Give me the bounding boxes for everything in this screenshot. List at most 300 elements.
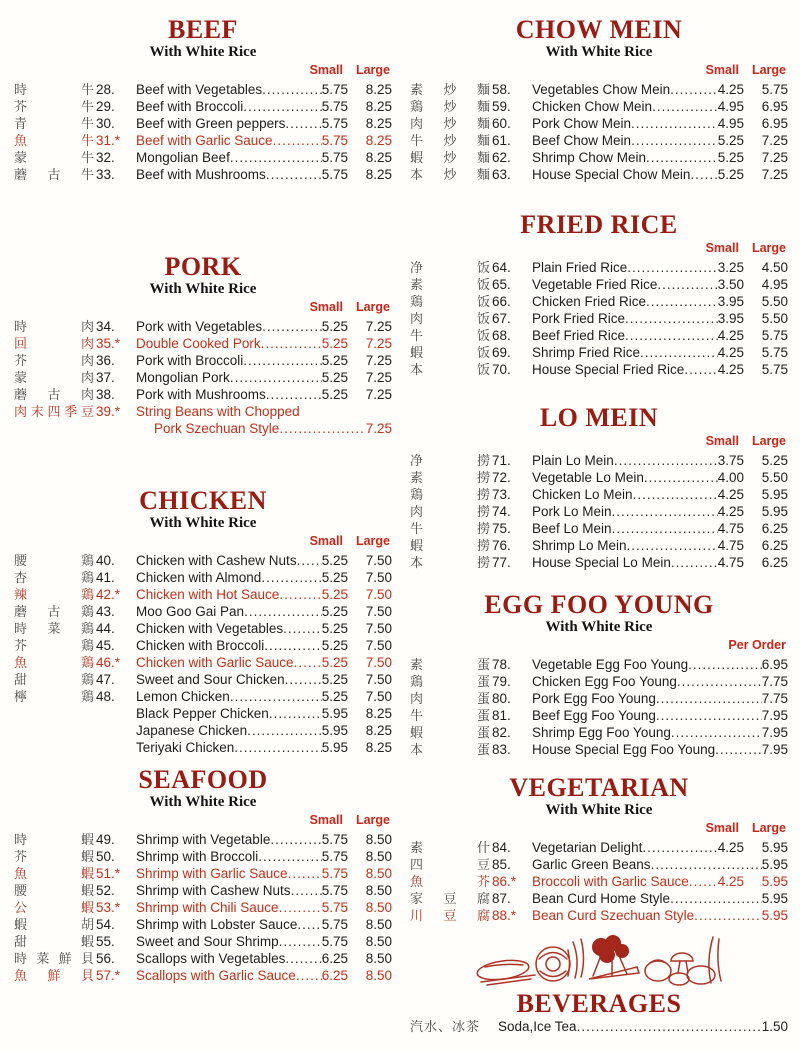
chinese-char: 炒 [443, 150, 457, 165]
dot-leader [656, 690, 762, 707]
item-name: Black Pepper Chicken [136, 706, 269, 721]
dot-leader [694, 907, 762, 924]
price-small: 5.25 [321, 672, 348, 687]
item-main [532, 166, 744, 183]
item-number: 31.* [96, 133, 121, 148]
chinese-char: 牛 [80, 167, 94, 182]
item-number: 36. [96, 353, 115, 368]
dot-leader [640, 344, 718, 361]
price-large: 7.50 [365, 621, 392, 636]
price-small: 3.95 [717, 294, 744, 309]
chinese-name [14, 865, 94, 882]
menu-item-row [14, 933, 392, 950]
chinese-char: 蛋 [476, 708, 490, 723]
menu-item-row-continued [14, 420, 392, 437]
item-number: 77. [492, 555, 511, 570]
price-small: 4.25 [717, 328, 744, 343]
item-main [532, 486, 744, 503]
menu-item-row [410, 673, 788, 690]
price-small: 4.25 [717, 345, 744, 360]
item-number: 54. [96, 917, 115, 932]
section-beef [14, 16, 392, 183]
dot-leader [244, 603, 322, 620]
price: 5.95 [761, 891, 788, 906]
price-label: Small [705, 821, 739, 835]
item-number: 48. [96, 689, 115, 704]
item-number: 61. [492, 133, 511, 148]
price-small: 5.25 [321, 689, 348, 704]
chinese-char: 麵 [476, 167, 490, 182]
chinese-char: 蝦 [410, 538, 424, 553]
item-number: 43. [96, 604, 115, 619]
chinese-char: 魚 [14, 968, 28, 983]
price-small: 5.25 [321, 336, 348, 351]
price-large: 7.50 [365, 570, 392, 585]
item-number: 40. [96, 553, 115, 568]
item-main [532, 452, 744, 469]
price-large: 8.25 [365, 133, 392, 148]
price-small: 5.75 [321, 832, 348, 847]
item-name: Mongolian Pork [136, 370, 230, 385]
dot-leader [642, 839, 717, 856]
menu-item-row [14, 369, 392, 386]
item-name: Beef with Mushrooms [136, 167, 266, 182]
price-large: 8.50 [365, 968, 392, 983]
item-name: Bean Curd Home Style [532, 891, 671, 906]
item-number: 70. [492, 362, 511, 377]
chinese-name [410, 259, 490, 276]
menu-item-row [410, 310, 788, 327]
dot-leader [230, 688, 322, 705]
chinese-name [410, 554, 490, 571]
price-large: 8.50 [365, 866, 392, 881]
item-number: 64. [492, 260, 511, 275]
item-main [532, 673, 788, 690]
chinese-char: 豆 [80, 404, 94, 419]
chinese-char: 鶏 [80, 621, 94, 636]
chinese-char: 魚 [14, 866, 28, 881]
item-number: 53.* [96, 900, 121, 915]
price-large: 7.50 [365, 553, 392, 568]
item-main [532, 890, 788, 907]
price-small: 4.95 [717, 99, 744, 114]
dot-leader [684, 361, 717, 378]
chinese-char: 鶏 [80, 655, 94, 670]
item-main [532, 707, 788, 724]
price-labels [410, 434, 786, 449]
menu-item-row [14, 848, 392, 865]
price: 1.50 [761, 1019, 788, 1034]
chinese-name [410, 293, 490, 310]
price-small: 5.25 [321, 319, 348, 334]
price-label: Large [355, 534, 390, 548]
menu-item-row [14, 603, 392, 620]
price: 7.25 [365, 421, 392, 436]
price-large: 6.95 [761, 99, 788, 114]
chinese-char: 饭 [476, 277, 490, 292]
item-main [136, 586, 348, 603]
menu-item-row [410, 741, 788, 758]
item-number: 51.* [96, 866, 121, 881]
chinese-char: 肉 [80, 370, 94, 385]
chinese-name [410, 907, 490, 924]
item-main [136, 688, 348, 705]
menu-item-row [14, 688, 392, 705]
chinese-char: 蝦 [410, 150, 424, 165]
menu-item-row [14, 722, 392, 739]
dot-leader [690, 166, 717, 183]
price-small: 4.25 [717, 504, 744, 519]
item-number: 80. [492, 691, 511, 706]
dot-leader [646, 293, 718, 310]
chinese-char: 蘑 [14, 167, 28, 182]
chinese-char: 素 [410, 277, 424, 292]
price-large: 4.50 [761, 260, 788, 275]
chinese-name [14, 98, 94, 115]
price-large: 8.50 [365, 900, 392, 915]
item-main [136, 166, 348, 183]
dot-leader [269, 705, 322, 722]
section-title-seafood: SEAFOOD [138, 765, 268, 794]
item-main [532, 293, 744, 310]
chinese-char: 饭 [476, 362, 490, 377]
section-chowmein [410, 16, 788, 183]
item-number: 72. [492, 470, 511, 485]
dot-leader [715, 741, 762, 758]
menu-item-row [410, 149, 788, 166]
item-main [532, 741, 788, 758]
price-large: 8.50 [365, 917, 392, 932]
menu-item-row [14, 569, 392, 586]
chinese-name [14, 318, 94, 335]
price-small: 5.75 [321, 116, 348, 131]
item-main [532, 520, 744, 537]
menu-item-row [14, 899, 392, 916]
dot-leader [234, 739, 321, 756]
menu-item-row [410, 486, 788, 503]
price-large: 7.25 [365, 370, 392, 385]
item-number: 85. [492, 857, 511, 872]
price: 7.95 [761, 742, 788, 757]
price-large: 7.25 [761, 133, 788, 148]
chinese-name [410, 344, 490, 361]
menu-item-row [410, 344, 788, 361]
chinese-name [14, 950, 94, 967]
item-name: Chicken with Cashew Nuts [136, 553, 297, 568]
chinese-char: 鶏 [410, 674, 424, 689]
chinese-name [14, 688, 94, 705]
chinese-char: 鶏 [410, 294, 424, 309]
price-small: 4.25 [717, 362, 744, 377]
price-small: 5.75 [321, 167, 348, 182]
item-name: Pork Chow Mein [532, 116, 632, 131]
chinese-name [410, 707, 490, 724]
item-name: Shrimp Chow Mein [532, 150, 647, 165]
item-name: Scallops with Garlic Sauce [136, 968, 296, 983]
chinese-char: 豆 [476, 857, 490, 872]
item-name: Bean Curd Szechuan Style [532, 908, 695, 923]
chinese-char: 古 [47, 387, 61, 402]
item-number: 46.* [96, 655, 121, 670]
dot-leader [230, 149, 322, 166]
item-number: 35.* [96, 336, 121, 351]
chinese-char: 肉 [410, 311, 424, 326]
chinese-char: 肉 [80, 387, 94, 402]
menu-item-row [14, 81, 392, 98]
price-large: 8.50 [365, 951, 392, 966]
dot-leader [270, 831, 321, 848]
chinese-char: 饭 [476, 345, 490, 360]
chinese-char: 饭 [476, 260, 490, 275]
item-name: Pork Lo Mein [532, 504, 612, 519]
dot-leader [631, 132, 718, 149]
item-number: 76. [492, 538, 511, 553]
section-title-lomein: LO MEIN [539, 403, 659, 432]
item-name: Shrimp Fried Rice [532, 345, 641, 360]
chinese-char: 魚 [14, 133, 28, 148]
item-name: Chicken Chow Mein [532, 99, 653, 114]
dot-leader [689, 873, 718, 890]
menu-item-row [14, 950, 392, 967]
chinese-char: 芥 [14, 638, 28, 653]
chinese-char: 牛 [410, 521, 424, 536]
chinese-char: 四 [47, 404, 61, 419]
item-name: Moo Goo Gai Pan [136, 604, 245, 619]
dot-leader [633, 486, 718, 503]
chinese-char: 饭 [476, 328, 490, 343]
dot-leader [625, 327, 718, 344]
item-number: 29. [96, 99, 115, 114]
menu-item-row [14, 352, 392, 369]
section-beverages [410, 930, 788, 1035]
item-name: Double Cooked Pork [136, 336, 261, 351]
price-small: 5.75 [321, 150, 348, 165]
chinese-char: 時 [14, 832, 28, 847]
item-main [532, 259, 744, 276]
item-name: House Special Chow Mein [532, 167, 691, 182]
item-main [136, 369, 348, 386]
chinese-name [410, 327, 490, 344]
chinese-char: 撈 [476, 487, 490, 502]
chinese-char: 净 [410, 453, 424, 468]
item-name: Pork with Vegetables [136, 319, 263, 334]
price-label: Large [355, 300, 390, 314]
price-label: Large [355, 63, 390, 77]
item-name: Japanese Chicken [136, 723, 248, 738]
price-labels [410, 821, 786, 836]
dot-leader [646, 149, 718, 166]
item-name: Shrimp with Lobster Sauce [136, 917, 298, 932]
chinese-char: 牛 [80, 133, 94, 148]
item-number: 44. [96, 621, 115, 636]
item-name: Shrimp with Garlic Sauce [136, 866, 288, 881]
item-main [532, 115, 744, 132]
chinese-char: 蛋 [476, 691, 490, 706]
menu-item-row [410, 690, 788, 707]
menu-item-row [410, 166, 788, 183]
item-main [136, 403, 392, 420]
price-labels [14, 300, 390, 315]
dot-leader [288, 865, 322, 882]
dot-leader [627, 537, 718, 554]
item-main [136, 98, 348, 115]
section-title-vegetarian: VEGETARIAN [509, 773, 689, 802]
menu-item-row [14, 149, 392, 166]
chinese-char: 蝦 [80, 883, 94, 898]
item-number: 81. [492, 708, 511, 723]
price-label: Small [309, 300, 343, 314]
chinese-char: 炒 [443, 116, 457, 131]
item-main [532, 907, 788, 924]
item-main [136, 916, 348, 933]
price-large: 7.25 [761, 150, 788, 165]
chinese-char: 蛋 [476, 742, 490, 757]
section-subtitle: With White Rice [149, 794, 257, 810]
chinese-char: 四 [410, 857, 424, 872]
dot-leader [294, 654, 322, 671]
price-large: 7.25 [365, 319, 392, 334]
chinese-char: 魚 [14, 655, 28, 670]
dot-leader [614, 452, 718, 469]
menu-item-row [14, 882, 392, 899]
chinese-name [410, 724, 490, 741]
item-name: Vegetarian Delight [532, 840, 643, 855]
price-label: Small [705, 241, 739, 255]
menu-item-row [14, 586, 392, 603]
section-pork [14, 253, 392, 437]
chinese-char: 肉 [14, 404, 28, 419]
item-main [136, 115, 348, 132]
item-main [136, 569, 348, 586]
chinese-char: 净 [410, 260, 424, 275]
item-number: 88.* [492, 908, 517, 923]
item-name: Chicken with Vegetables [136, 621, 284, 636]
item-main [136, 848, 348, 865]
menu-item-row [14, 705, 392, 722]
menu-item-row [410, 452, 788, 469]
item-name: Pork Egg Foo Young [532, 691, 656, 706]
chinese-name [410, 656, 490, 673]
chinese-name [14, 882, 94, 899]
chinese-char: 牛 [80, 82, 94, 97]
item-main [532, 310, 744, 327]
chinese-char: 撈 [476, 521, 490, 536]
item-main [532, 690, 788, 707]
item-number: 59. [492, 99, 511, 114]
item-main [136, 865, 348, 882]
section-friedrice [410, 211, 788, 378]
item-number: 55. [96, 934, 115, 949]
price-small: 3.25 [717, 260, 744, 275]
price-small: 5.75 [321, 133, 348, 148]
chinese-char: 撈 [476, 504, 490, 519]
item-number: 62. [492, 150, 511, 165]
dot-leader [285, 671, 322, 688]
item-name: Beef with Broccoli [136, 99, 244, 114]
item-main [136, 81, 348, 98]
item-number: 74. [492, 504, 511, 519]
price-large: 8.25 [365, 116, 392, 131]
chinese-name [14, 335, 94, 352]
chinese-name [410, 452, 490, 469]
item-name: Shrimp Lo Mein [532, 538, 627, 553]
item-name: Vegetable Fried Rice [532, 277, 658, 292]
dot-leader [671, 554, 718, 571]
menu-item-row [14, 98, 392, 115]
item-main [136, 705, 348, 722]
price-large: 7.50 [365, 587, 392, 602]
item-number: 49. [96, 832, 115, 847]
chinese-char: 肉 [410, 116, 424, 131]
item-name: Chicken Egg Foo Young [532, 674, 677, 689]
item-main [532, 469, 744, 486]
section-title-chowmein: CHOW MEIN [515, 15, 683, 44]
price-large: 8.25 [365, 82, 392, 97]
price-large: 4.95 [761, 277, 788, 292]
item-main [136, 603, 348, 620]
chinese-char: 鶏 [80, 672, 94, 687]
chinese-name [14, 132, 94, 149]
chinese-char: 素 [410, 657, 424, 672]
chinese-name [14, 933, 94, 950]
price-labels [14, 534, 390, 549]
item-name: Chicken with Almond [136, 570, 262, 585]
price-large: 8.50 [365, 934, 392, 949]
item-main [136, 552, 348, 569]
chinese-char: 炒 [443, 167, 457, 182]
price-small: 4.75 [717, 521, 744, 536]
item-main [136, 420, 392, 437]
chinese-char: 肉 [410, 504, 424, 519]
price-large: 6.25 [761, 521, 788, 536]
price-small: 5.25 [717, 133, 744, 148]
chinese-name [14, 552, 94, 569]
item-main [136, 967, 348, 984]
item-main [136, 352, 348, 369]
chinese-name [410, 673, 490, 690]
item-name: Vegetable Lo Mein [532, 470, 644, 485]
chinese-char: 麵 [476, 116, 490, 131]
dot-leader [644, 469, 718, 486]
price-small: 5.75 [321, 849, 348, 864]
menu-item-row [14, 637, 392, 654]
price-large: 5.50 [761, 470, 788, 485]
section-chicken [14, 487, 392, 756]
chinese-char: 肉 [80, 336, 94, 351]
chinese-char: 麵 [476, 82, 490, 97]
item-name: Beef with Vegetables [136, 82, 263, 97]
price-large: 5.95 [761, 840, 788, 855]
chinese-char: 什 [476, 840, 490, 855]
dot-leader [285, 115, 321, 132]
chinese-char: 肉 [410, 691, 424, 706]
price-small: 5.25 [321, 587, 348, 602]
price-label: Small [705, 63, 739, 77]
item-main [136, 882, 348, 899]
menu-item-row [410, 361, 788, 378]
dot-leader [266, 166, 322, 183]
price-small: 5.25 [321, 621, 348, 636]
menu-item-row [14, 620, 392, 637]
item-number: 87. [492, 891, 511, 906]
chinese-char: 芥 [14, 353, 28, 368]
chinese-char: 甜 [14, 934, 28, 949]
dot-leader [677, 673, 762, 690]
item-main [136, 671, 348, 688]
item-number: 79. [492, 674, 511, 689]
chinese-name [14, 637, 94, 654]
dot-leader [230, 369, 322, 386]
